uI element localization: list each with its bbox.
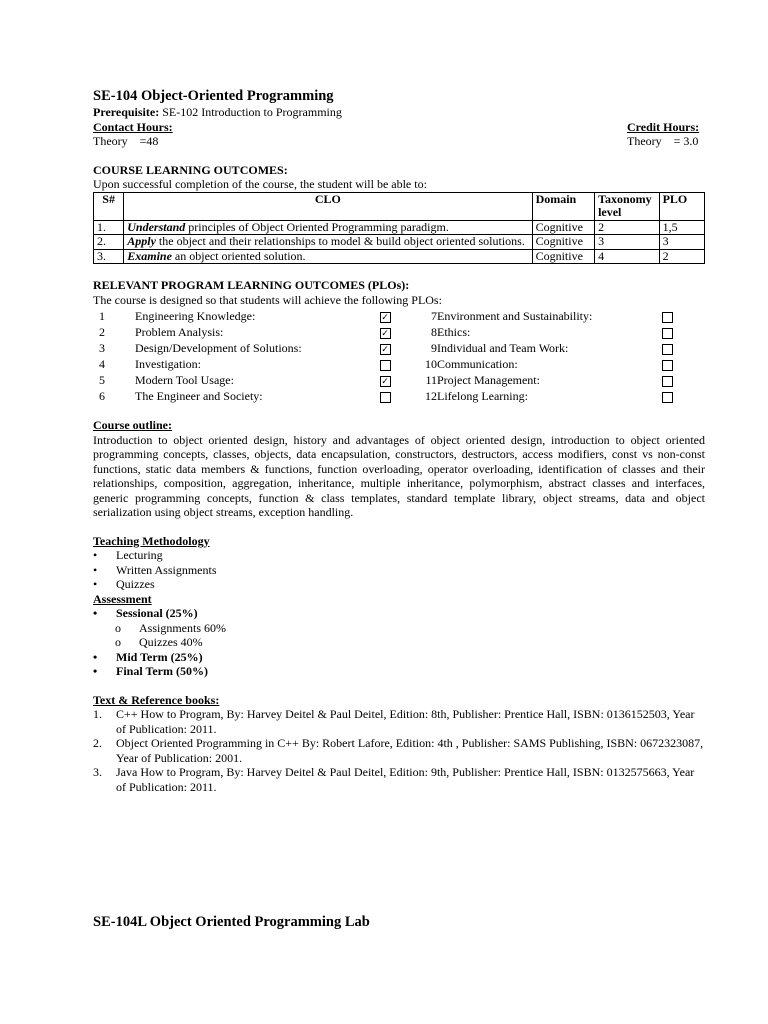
assessment-list bbox=[93, 606, 705, 621]
plo-number: 5 bbox=[99, 373, 105, 387]
plo-number: 1 bbox=[99, 309, 105, 323]
empty-box-icon bbox=[662, 376, 673, 387]
plo-checkbox bbox=[375, 340, 395, 356]
clo-header-clo: CLO bbox=[124, 192, 532, 220]
plo-heading: RELEVANT PROGRAM LEARNING OUTCOMES (PLOs): bbox=[93, 278, 410, 292]
grid-spacer bbox=[395, 388, 407, 404]
plo-number: 2 bbox=[99, 325, 105, 339]
bullet-icon: • bbox=[93, 562, 98, 577]
plo-label: Investigation: bbox=[135, 357, 201, 371]
grid-spacer bbox=[105, 372, 135, 388]
clo-verb: Apply bbox=[127, 234, 156, 248]
clo-text bbox=[124, 249, 532, 264]
plo-number: 10 bbox=[425, 357, 437, 371]
list-item: • Lecturing bbox=[93, 548, 163, 562]
books-heading: Text & Reference books: bbox=[93, 692, 220, 707]
plo-label: Problem Analysis: bbox=[135, 325, 224, 339]
plo-label: Engineering Knowledge: bbox=[135, 309, 256, 323]
plo-checkbox bbox=[375, 372, 395, 388]
bullet-icon: • bbox=[93, 606, 98, 620]
clo-sn: 1. bbox=[94, 220, 124, 235]
plo-intro: The course is designed so that students will achieve the following PLOs: bbox=[93, 292, 442, 307]
plo-label: Ethics: bbox=[437, 325, 471, 339]
clo-text bbox=[124, 235, 532, 250]
plo-number: 6 bbox=[99, 389, 105, 403]
plo-label: Environment and Sustainability: bbox=[437, 309, 593, 323]
clo-taxonomy: 3 bbox=[595, 235, 660, 250]
plo-label: Design/Development of Solutions: bbox=[135, 341, 302, 355]
theory-contact-hours: Theory =48 bbox=[93, 134, 159, 148]
grid-spacer bbox=[395, 356, 407, 372]
empty-box-icon bbox=[662, 344, 673, 355]
clo-text bbox=[124, 220, 532, 235]
grid-spacer bbox=[395, 340, 407, 356]
grid-spacer bbox=[105, 308, 135, 324]
bullet-icon: • bbox=[93, 577, 98, 591]
clo-intro: Upon successful completion of the course, the student will be able to: bbox=[93, 177, 427, 191]
clo-plo: 2 bbox=[659, 249, 704, 264]
plo-checklist bbox=[93, 308, 705, 404]
hours-values-row bbox=[93, 134, 705, 149]
circle-bullet-icon: o bbox=[115, 635, 121, 649]
assessment-sublist bbox=[93, 621, 705, 650]
clo-taxonomy: 2 bbox=[595, 220, 660, 235]
empty-box-icon bbox=[662, 312, 673, 323]
list-item: • Final Term (50%) bbox=[93, 664, 208, 678]
grid-spacer bbox=[105, 340, 135, 356]
clo-desc: an object oriented solution. bbox=[171, 248, 306, 263]
plo-number: 7 bbox=[431, 309, 437, 323]
course-document bbox=[93, 88, 705, 794]
clo-header-taxonomy: Taxonomy level bbox=[595, 192, 660, 220]
plo-label: Individual and Team Work: bbox=[437, 341, 569, 355]
list-item: 3. Java How to Program, By: Harvey Deitel & Paul Deitel, Edition: 9th, Publisher: Prentice Hall, ISBN: 0132575663, Year of Publication: 2011. bbox=[93, 765, 695, 794]
grid-spacer bbox=[105, 356, 135, 372]
plo-checkbox bbox=[375, 308, 395, 324]
contact-hours-label: Contact Hours: bbox=[93, 119, 173, 134]
plo-checkbox bbox=[375, 324, 395, 340]
list-item: • Mid Term (25%) bbox=[93, 649, 203, 664]
bullet-icon: • bbox=[93, 664, 98, 678]
checked-box-icon: ✓ bbox=[381, 343, 389, 354]
plo-number: 8 bbox=[431, 325, 437, 339]
clo-domain: Cognitive bbox=[532, 235, 595, 250]
books-list bbox=[93, 707, 705, 794]
plo-number: 12 bbox=[425, 389, 437, 403]
teaching-heading: Teaching Methodology bbox=[93, 533, 210, 548]
credit-hours-label: Credit Hours: bbox=[627, 119, 700, 134]
assessment-list-2 bbox=[93, 650, 705, 679]
theory-credit-hours: Theory = 3.0 bbox=[627, 134, 699, 148]
clo-verb: Understand bbox=[127, 219, 186, 234]
prerequisite-label: Prerequisite: bbox=[93, 105, 160, 119]
outline-heading: Course outline: bbox=[93, 418, 172, 432]
clo-desc: principles of Object Oriented Programming paradigm. bbox=[185, 219, 449, 234]
list-item: 1. C++ How to Program, By: Harvey Deitel & Paul Deitel, Edition: 8th, Publisher: Prentice Hall, ISBN: 0136152503, Year of Publication: 2011. bbox=[93, 707, 695, 736]
prerequisite-line bbox=[93, 105, 705, 120]
plo-checkbox bbox=[647, 324, 687, 340]
hours-labels-row bbox=[93, 120, 705, 135]
empty-box-icon bbox=[662, 392, 673, 403]
plo-label: The Engineer and Society: bbox=[135, 389, 263, 403]
clo-sn: 3. bbox=[94, 249, 124, 264]
list-item: o Assignments 60% bbox=[115, 620, 226, 635]
checked-box-icon: ✓ bbox=[381, 311, 389, 322]
clo-domain: Cognitive bbox=[532, 249, 595, 264]
plo-label: Project Management: bbox=[437, 373, 540, 387]
clo-plo: 3 bbox=[659, 235, 704, 250]
clo-header-sn: S# bbox=[94, 192, 124, 220]
plo-checkbox bbox=[375, 356, 395, 372]
assessment-heading: Assessment bbox=[93, 591, 152, 606]
table-row bbox=[94, 220, 705, 235]
table-row bbox=[94, 249, 705, 264]
grid-spacer bbox=[105, 388, 135, 404]
list-item: o Quizzes 40% bbox=[115, 635, 203, 649]
clo-verb: Examine bbox=[127, 248, 172, 263]
grid-spacer bbox=[395, 308, 407, 324]
table-row bbox=[94, 235, 705, 250]
clo-header-domain: Domain bbox=[532, 192, 595, 220]
teaching-list bbox=[93, 548, 705, 592]
clo-header-plo: PLO bbox=[659, 192, 704, 220]
plo-checkbox bbox=[647, 356, 687, 372]
list-item: 2. Object Oriented Programming in C++ By: Robert Lafore, Edition: 4th , Publisher: SAMS Publishing, ISBN: 0672323087, Year of Publication: 2001. bbox=[93, 736, 704, 765]
checked-box-icon: ✓ bbox=[381, 327, 389, 338]
outline-text: Introduction to object oriented design, history and advantages of object oriented design, introduction to object oriented programming concepts, classes, objects, data encapsulation, constructors, destructors, access modifiers, const vs non-const functions, static data members & functions, function overloading, operator overloading, identification of classes and their relationships, composition, aggregation, inheritance, multiple inheritance, polymorphism, abstract classes and interfaces, generic programming concepts, function & class templates, standard template library, object streams, data and object serialization using object streams, exception handling. bbox=[93, 432, 705, 519]
empty-box-icon bbox=[662, 328, 673, 339]
list-item: • Sessional (25%) bbox=[93, 606, 198, 620]
plo-checkbox bbox=[647, 308, 687, 324]
bullet-icon: • bbox=[93, 548, 98, 562]
circle-bullet-icon: o bbox=[115, 620, 121, 635]
plo-label: Lifelong Learning: bbox=[437, 389, 528, 403]
plo-number: 3 bbox=[99, 341, 105, 355]
plo-label: Communication: bbox=[437, 357, 518, 371]
plo-number: 11 bbox=[425, 373, 437, 387]
clo-sn: 2. bbox=[94, 235, 124, 250]
grid-spacer bbox=[395, 372, 407, 388]
clo-taxonomy: 4 bbox=[595, 249, 660, 264]
empty-box-icon bbox=[380, 360, 391, 371]
grid-spacer bbox=[395, 324, 407, 340]
course-title: SE-104 Object-Oriented Programming bbox=[93, 88, 334, 104]
list-item: • Written Assignments bbox=[93, 562, 217, 577]
plo-number: 9 bbox=[431, 341, 437, 355]
empty-box-icon bbox=[662, 360, 673, 371]
plo-checkbox bbox=[647, 388, 687, 404]
plo-checkbox bbox=[375, 388, 395, 404]
clo-heading: COURSE LEARNING OUTCOMES: bbox=[93, 162, 288, 177]
prerequisite-value: SE-102 Introduction to Programming bbox=[162, 105, 342, 119]
lab-course-title: SE-104L Object Oriented Programming Lab bbox=[93, 914, 370, 930]
bullet-icon: • bbox=[93, 649, 98, 664]
plo-checkbox bbox=[647, 340, 687, 356]
clo-domain: Cognitive bbox=[532, 220, 595, 235]
plo-number: 4 bbox=[99, 357, 105, 371]
clo-header-row bbox=[94, 192, 705, 220]
clo-table bbox=[93, 192, 705, 265]
empty-box-icon bbox=[380, 392, 391, 403]
plo-checkbox bbox=[647, 372, 687, 388]
clo-plo: 1,5 bbox=[659, 220, 704, 235]
clo-desc: the object and their relationships to model & build object oriented solutions. bbox=[155, 234, 525, 248]
grid-spacer bbox=[105, 324, 135, 340]
plo-label: Modern Tool Usage: bbox=[135, 373, 234, 387]
checked-box-icon: ✓ bbox=[381, 375, 389, 386]
list-item: • Quizzes bbox=[93, 577, 155, 591]
